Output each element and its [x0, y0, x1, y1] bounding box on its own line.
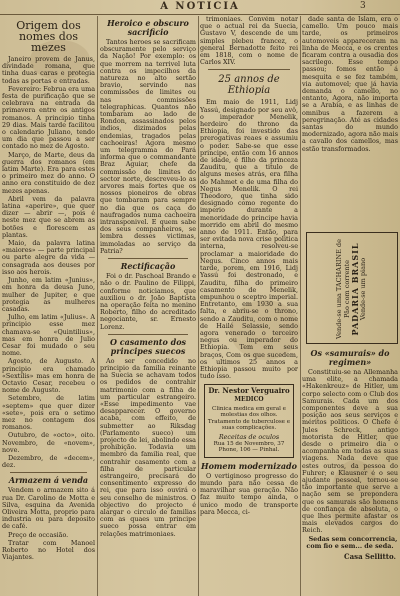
doctor-advertisement	[204, 384, 294, 457]
article-headline-warehouse: Armazem á venda	[8, 475, 89, 486]
article-headline-samurais: Os «samurais» do regimen»	[310, 348, 390, 367]
paragraph: Abril vem da palavra latina «aperire», que quer dizer — abrir —, pois é neste mez que se abrem as botões e florescem as plantas.	[2, 194, 95, 239]
paragraph: Ao ser concedido no principio da familia reinante na Suecia se achavam todos os pedidos de contrahir matrimonio com a filha de um particular estrangeiro. «Esse impedimento vae desapparecer. O governo acaba, com effeito, de submetter ao Riksdag (Parlamento sueco) um projecto de lei, abolindo essa prohibição. Todavia um membro da familia real, que contrahir casamento com a filha de particular estrangeiro, precisará do consentimento expresso do rei, que para isso ouvirá o seu conselho de ministros. O objectivo do projecto é alargar o circulo de familias com as quaes um principe sueco possa entrar em relações matrimoniaes.	[100, 356, 196, 538]
paragraph: Setembro, de latim «septem» que quer dizer «sete», pois era o setimo mez no contagem dos romanos.	[2, 394, 95, 432]
paragraph: Preço de occasião.	[8, 530, 69, 539]
column-divider	[300, 16, 301, 596]
ad-line: Rua 15 de Novembro, 37	[213, 440, 285, 447]
paragraph: Fevereiro: Februa era uma festa de purificação que se celebrava na entrada da primavera entre os antigos romanos. A principio tinha 29 dias. Mais tarde facilitou o calendario Juliano, tendo um dia que passou a ser contado no mez de Agosto.	[2, 84, 95, 151]
bakery-ad-name: PADARIA BRASIL	[350, 242, 360, 336]
paragraph: Junho, em latim «Junius», em honra da deusa Juno, mulher de Jupiter, e que protegia as mulheres casadas.	[2, 276, 95, 313]
ad-line: Phone, 106 — Pinhal.	[218, 447, 280, 454]
column-divider	[97, 16, 98, 596]
paragraph: Foi o dr. Paschoal Brando e não o dr. Paulino de Filippi, conforme noticiamos, que auxiliou o dr. João Baptista na operação feita no menino Roberto, filho do acreditado negociante, sr. Ernesto Lorenz.	[100, 272, 196, 331]
bakery-ad-text	[335, 233, 367, 345]
paragraph: Tratar com Manoel Roberto no Hotel dos Viajantes.	[2, 538, 95, 562]
column-4-lower	[302, 346, 398, 596]
column-divider	[198, 16, 199, 596]
paragraph: Tantos heroes se sacrificam obscuramente pelo serviço da Nação! Por exemplo: os que morrem na terrivel luta contra os impecilhos da natureza no alto sertão bravio, servindo nas commissões de limites ou nas commissões telegraphicas. Quantos não tombaram ao lado de Rondon, assassinados pelos indios, dizimados pelas endemias, tragados pelas cachoeiras! Agora mesmo um telegramma do Pará informa que o commandante Braz Aguiar, chefe da commissão de limites do sector norte, descreveu-lo as arvores mais fortes que os nossos pioneiros de obras que tombaram para sempre no dia que os caça do naufragados numa cachoeira intransponivel. E quem sabe dos seus companheiros, se lembra desses victimas, immoladas ao serviço da Patria?	[100, 38, 196, 255]
bakery-ad-line: Vende-se um piano	[359, 257, 367, 321]
paragraph: Julho, em latim «Julius». A principio esse mez chamava-se «Quintilius», mas em honra de Julio Cesar foi mudado o seu nome.	[2, 313, 95, 358]
column-1	[2, 16, 95, 596]
ad-line: Clinica medica em geral e molestias dos olhos.	[212, 405, 286, 419]
paragraph: Março, de Marte, deus da guerra dos romanos (em latim Marte). Era para estes o primeiro mez do anno. O anno era constituido de dez mezes apenas.	[2, 150, 95, 195]
article-headline-ethiopia: 25 annos de Ethiopia	[218, 74, 280, 97]
paragraph: Vendem o armazem sito á rua Dr. Carolino de Motta e Silva, esquina da Avenida Oliveira Motta, proprio para industria ou para deposito de café.	[2, 486, 95, 531]
newspaper-title: A NOTICIA	[160, 1, 240, 12]
bakery-ad-line: Vende-se uma TACHARINE de Pão com corrente	[335, 239, 351, 339]
section-divider	[108, 334, 188, 335]
paragraph: trimoniaes. Convém notar que o actual rei da Suecia, Gustavo V, descende de um simples plebeu francez, o general Bernadotte feito rei em 1818, com o nome de Carlos XIV.	[200, 16, 298, 67]
paragraph: Dezembro, de «decem», dez.	[2, 453, 95, 470]
article-headline-modern-man: Homem modernizado	[201, 460, 297, 471]
paragraph: dade santa de Islam, era o camello. Um pouco mais tarde, os primeiros automoveis appareceram na linha de Mecca, e os crentes ficaram contra a ousadia dos sacrilego. Esse tempo passou; fomos então á mesquita e se fez também, via automovel; que já havia demanda o camello, no entanto, Agora, não importa se a Arabia, e as linhas de omnibus a fazerem a peregrinação. Até as cidades santas do mundo modernizado, agora não mais a cavallo dos camellos, mas estão transformados.	[302, 16, 398, 153]
paragraph: Em maio de 1911, Lidj Yassú, designado por seu avô, o imperador Menelik, herdeiro do throno da Ethiopia, foi investido das prerogativas reaes e assumiu o poder. Sabe-se que esse principe, então com 16 annos de idade, é filho da princeza Zauditu, que a titulo de alguns meses atrás, era filha do Mahmet e de uma filha do Negus Menelik. O rei Theodoro, que tinha sido designado como regente do imperio durante a menoridade do principe havia morrido em abril do mesmo anno de 1911. Então, para ser evitada nova crise politica interna, resolveu-se proclamar a maioridade do Negus. Cinco annos mais tarde, porem, em 1916, Lidj Yassú foi destronado, e Zauditu, filha do primeiro casamento de Menelik, empunhou o sceptro imperial. Entretanto, em 1930 a sua falta, e abriu-se o throno, sendo a Zauditu, com o nome de Hailé Selassie, sendo agora venerado o terceiro negus ou imperador do Ethiopia. Tem em seus braços, Com os que sucedem, os ultimos 25 annos a Ethiopia passou muito por tudo isso.	[200, 98, 298, 381]
paragraph: Constituiu-se na Allemanha uma elite, a chamada «Hakenkreuz» de Hitler, um corpo selecto com o Club dos Samurais. Cada um dos componentes deve a sua posição aos seus serviços e méritos politicos. O Chefe é Jules Schreck, antigo motorista de Hitler, que desde o primeiro dia o acompanha em todas as suas viagens. Nada deve que estes outros, da pessoa do Fuhrer; e Klausner é o seu ajudante pessoal, tornou-se tão importante que serve a nação sem se prepondera que os samurais são homens de confiança de absoluta, o que lhes permite afastar os mais elevados cargos do Reich.	[302, 368, 398, 535]
article-headline-rectification: Rectificação	[120, 261, 176, 272]
ad-line: Tratamento de tuberculose e suas complicações.	[207, 418, 291, 432]
silk-ad: Sedas sem concorrencia, com fio e sem... de seda.	[306, 534, 398, 550]
paragraph: O vertiginoso progresso do mundo para não cessa de maravilhar sua geração. Não faz muito tempo ainda, o unico modo de transporte para Mecca, ci-	[200, 471, 298, 516]
article-body-months	[2, 56, 95, 469]
store-signature: Casa Sellitto.	[344, 552, 396, 562]
ad-doctor-name: Dr. Nestor Verguairo	[208, 386, 290, 396]
column-3	[200, 16, 298, 596]
masthead	[0, 0, 400, 15]
ad-specialty: MEDICO	[234, 395, 264, 403]
bakery-advertisement	[306, 232, 398, 344]
section-divider	[208, 69, 290, 70]
ad-line: Receitas de oculos	[218, 432, 280, 441]
article-headline-sacrifice: Heroico e obscuro sacrificio	[107, 18, 189, 37]
paragraph: Outubro, de «octo», oito. Novembro, de «novem», nove.	[2, 431, 95, 454]
article-headline-months: Origem dos nomes dos mezes	[16, 19, 81, 54]
section-divider	[10, 472, 87, 473]
paragraph: Janeiro provem de Janus, divindade romana, que tinha duas caras e protegia todas as portas e entradas.	[2, 55, 95, 85]
section-divider	[108, 258, 188, 259]
paragraph: Maio, da palavra latina «maiores» — parte principal ou parte alegre da vida — consagrada aos deuses por isso aos herois.	[2, 239, 95, 276]
page-number: 3	[360, 1, 366, 11]
column-2	[100, 16, 196, 596]
article-headline-swedish-princes: O casamento dos principes suecos	[109, 336, 187, 356]
paragraph: Agosto, de Augusto. A principio era chamado «Sextilis» mas em honra de Octavio Cesar, recebeu o nome de Augusto.	[2, 357, 95, 395]
